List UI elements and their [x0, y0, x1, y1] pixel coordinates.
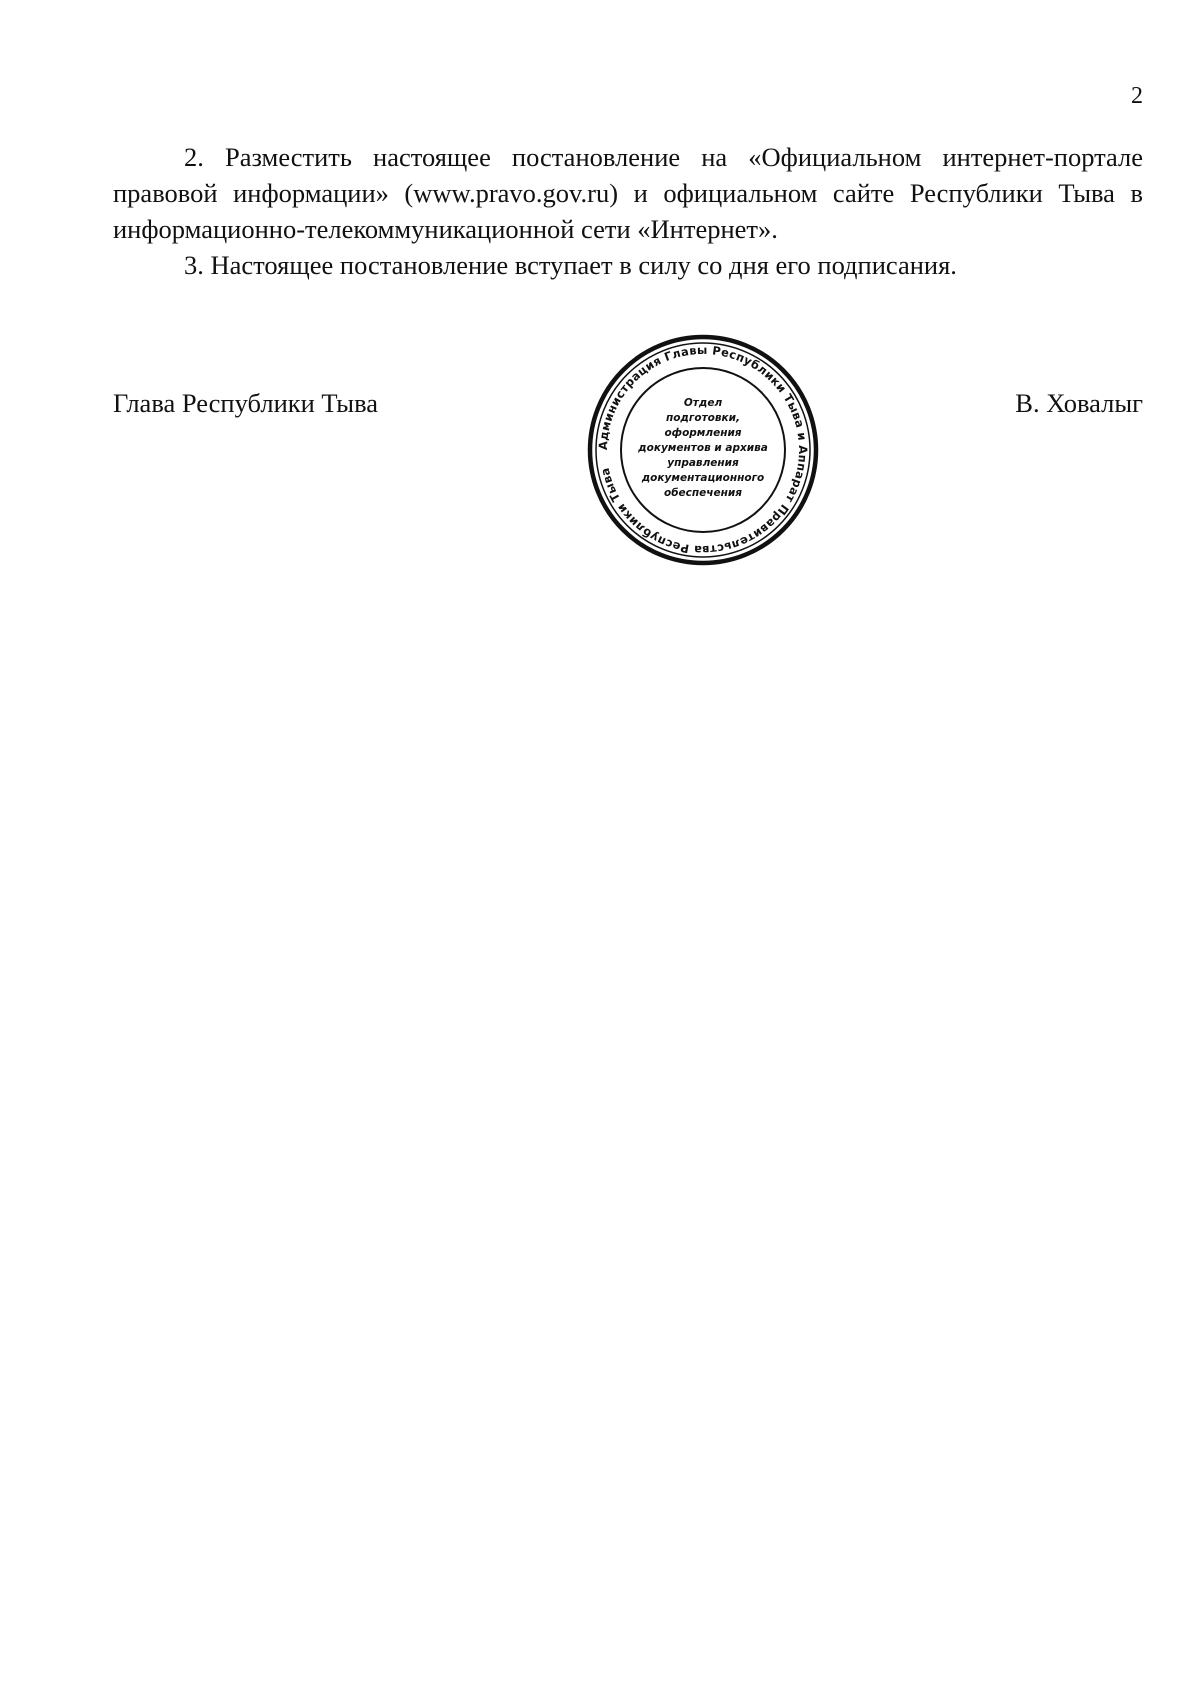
signatory-title: Глава Республики Тыва	[113, 388, 379, 418]
signatory-name: В. Ховалыг	[1015, 388, 1143, 418]
svg-text:Отдел: Отдел	[683, 397, 723, 409]
paragraph-effective-date: 3. Настоящее постановление вступает в силу со дня его подписания.	[184, 250, 957, 280]
seal-ring-text: Администрация Главы Республики Тыва и Аппарат Правительства Республики Тыва	[595, 342, 811, 558]
document-body	[113, 139, 1143, 283]
svg-text:подготовки,: подготовки,	[665, 412, 741, 424]
paragraph-publication: 2. Разместить настоящее постановление на «Официальном интернет-портале правовой информации» (www.pravo.gov.ru) и официальном сайте Республики Тыва в информационно-телекоммуникационной сети «Интернет».	[113, 142, 1143, 244]
seal-inner-text	[637, 397, 768, 499]
svg-text:документов и архива: документов и архива	[638, 442, 768, 454]
official-seal	[583, 330, 823, 570]
svg-text:документационного: документационного	[641, 472, 765, 484]
svg-text:обеспечения: обеспечения	[664, 487, 742, 499]
page-number: 2	[1131, 83, 1143, 109]
svg-text:оформления: оформления	[664, 427, 742, 439]
svg-text:управления: управления	[667, 457, 739, 469]
